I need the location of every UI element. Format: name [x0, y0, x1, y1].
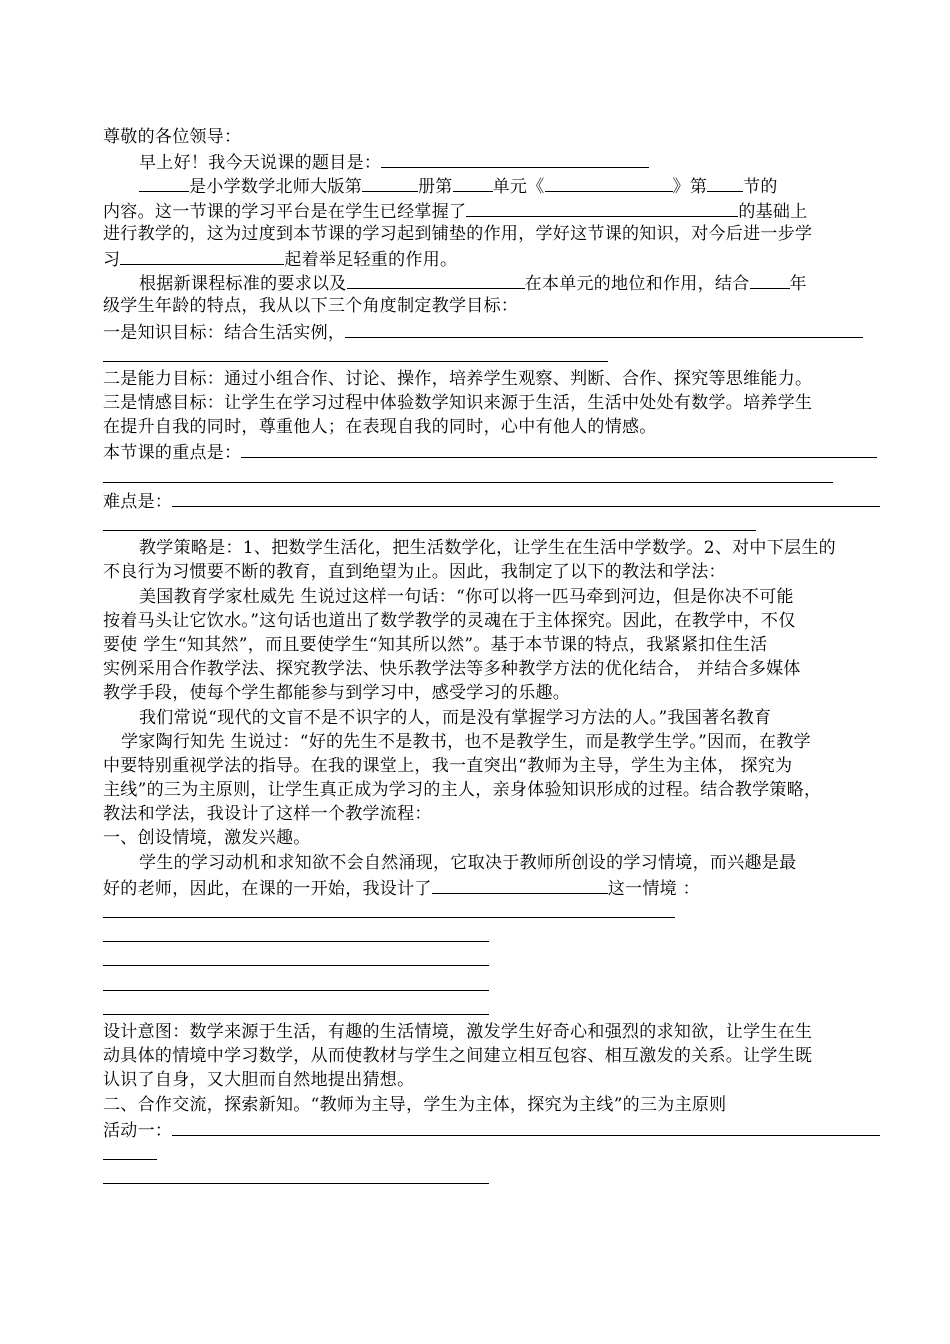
paragraph-line: 内容。这一节课的学习平台是在学生已经掌握了 的基础上 — [103, 198, 883, 222]
fill-blank[interactable] — [362, 173, 418, 192]
fill-blank[interactable] — [103, 923, 489, 942]
design-intent: 动具体的情境中学习数学，从而使教材与学生之间建立相互包容、相互激发的关系。让学生既 — [103, 1046, 813, 1067]
fill-blank[interactable] — [103, 512, 756, 531]
fill-blank[interactable] — [345, 319, 863, 338]
activity-one: 活动一： — [103, 1117, 883, 1141]
paragraph-line: 习 起着举足轻重的作用。 — [103, 246, 883, 270]
fill-blank[interactable] — [347, 270, 525, 289]
fill-blank[interactable] — [750, 270, 790, 289]
paragraph-line: 要使 学生“知其然”，而且要使学生“知其所以然”。基于本节课的特点，我紧紧扣住生活 — [103, 634, 768, 655]
answer-line — [103, 947, 883, 971]
fill-blank[interactable] — [172, 488, 880, 507]
answer-line — [103, 923, 883, 947]
answer-line — [103, 972, 883, 996]
opening-line: 早上好！我今天说课的题目是： — [103, 149, 883, 173]
answer-line — [103, 464, 883, 488]
fill-blank[interactable] — [453, 173, 493, 192]
difficulty: 难点是： — [103, 488, 883, 512]
paragraph-line: 学家陶行知先 生说过：“好的先生不是教书，也不是教学生，而是教学生学。”因而，在教学 — [121, 731, 811, 752]
fill-blank[interactable] — [545, 173, 673, 192]
salutation: 尊敬的各位领导： — [103, 127, 242, 147]
key-point: 本节课的重点是： — [103, 439, 883, 463]
fill-blank[interactable] — [139, 173, 189, 192]
paragraph-line: 教学策略是：1、把数学生活化，把生活数学化，让学生在生活中学数学。2、对中下层生的 — [139, 538, 836, 559]
answer-line — [103, 1165, 883, 1189]
paragraph-line: 是小学数学北师大版第 册第 单元《 》第 节的 — [103, 173, 883, 197]
answer-line — [103, 996, 883, 1020]
paragraph-line: 进行教学的，这为过度到本节课的学习起到铺垫的作用，学好这节课的知识，对今后进一步学 — [103, 223, 813, 244]
paragraph-line: 好的老师，因此，在课的一开始，我设计了 这一情境 ： — [103, 875, 883, 899]
fill-blank[interactable] — [466, 198, 738, 217]
document-body — [103, 125, 883, 1189]
answer-line — [103, 343, 883, 367]
design-intent: 认识了自身，又大胆而自然地提出猜想。 — [103, 1070, 415, 1091]
fill-blank[interactable] — [103, 899, 675, 918]
ability-goal: 二是能力目标：通过小组合作、讨论、操作，培养学生观察、判断、合作、探究等思维能力。 — [103, 368, 813, 389]
paragraph-line: 美国教育学家杜威先 生说过这样一句话：“你可以将一匹马牵到河边，但是你决不可能 — [139, 586, 794, 607]
fill-blank[interactable] — [103, 343, 608, 362]
paragraph-line: 中要特别重视学法的指导。在我的课堂上，我一直突出“教师为主导，学生为主体， 探究为 — [103, 755, 793, 776]
fill-blank[interactable] — [103, 1141, 157, 1160]
answer-line — [103, 1141, 883, 1165]
paragraph-line: 教学手段，使每个学生都能参与到学习中，感受学习的乐趣。 — [103, 683, 571, 704]
paragraph-line: 按着马头让它饮水。”这句话也道出了数学教学的灵魂在于主体探究。因此，在教学中，不仅 — [103, 610, 796, 631]
paragraph-line: 级学生年龄的特点，我从以下三个角度制定教学目标： — [103, 296, 519, 317]
answer-line — [103, 512, 883, 536]
emotion-goal: 在提升自我的同时，尊重他人；在表现自我的同时，心中有他人的情感。 — [103, 417, 657, 438]
paragraph-line: 根据新课程标准的要求以及 在本单元的地位和作用，结合 年 — [103, 270, 883, 294]
lesson-title-blank[interactable] — [381, 149, 649, 168]
fill-blank[interactable] — [707, 173, 743, 192]
fill-blank[interactable] — [172, 1117, 880, 1136]
paragraph-line: 学生的学习动机和求知欲不会自然涌现，它取决于教师所创设的学习情境，而兴趣是最 — [139, 852, 797, 873]
fill-blank[interactable] — [120, 246, 284, 265]
paragraph-line: 主线”的三为主原则，让学生真正成为学习的主人，亲身体验知识形成的过程。结合教学策略， — [103, 780, 822, 801]
emotion-goal: 三是情感目标：让学生在学习过程中体验数学知识来源于生活，生活中处处有数学。培养学生 — [103, 393, 813, 414]
fill-blank[interactable] — [432, 875, 608, 894]
design-intent: 设计意图：数学来源于生活，有趣的生活情境，激发学生好奇心和强烈的求知欲，让学生在生 — [103, 1021, 813, 1042]
fill-blank[interactable] — [103, 996, 489, 1015]
fill-blank[interactable] — [103, 947, 489, 966]
section-heading: 一、创设情境，激发兴趣。 — [103, 828, 311, 849]
fill-blank[interactable] — [103, 972, 489, 991]
paragraph-line: 不良行为习惯要不断的教育，直到绝望为止。因此，我制定了以下的教法和学法： — [103, 562, 726, 583]
fill-blank[interactable] — [103, 464, 833, 483]
paragraph-line: 教法和学法，我设计了这样一个教学流程： — [103, 804, 432, 825]
fill-blank[interactable] — [103, 1165, 489, 1184]
answer-line — [103, 899, 883, 923]
fill-blank[interactable] — [241, 439, 877, 458]
paragraph-line: 我们常说“现代的文盲不是不识字的人，而是没有掌握学习方法的人。”我国著名教育 — [139, 707, 772, 728]
section-heading: 二、合作交流，探索新知。“教师为主导，学生为主体，探究为主线”的三为主原则 — [103, 1094, 727, 1115]
knowledge-goal: 一是知识目标：结合生活实例， — [103, 319, 883, 343]
paragraph-line: 实例采用合作教学法、探究教学法、快乐教学法等多种教学方法的优化结合， 并结合多媒体 — [103, 659, 801, 680]
